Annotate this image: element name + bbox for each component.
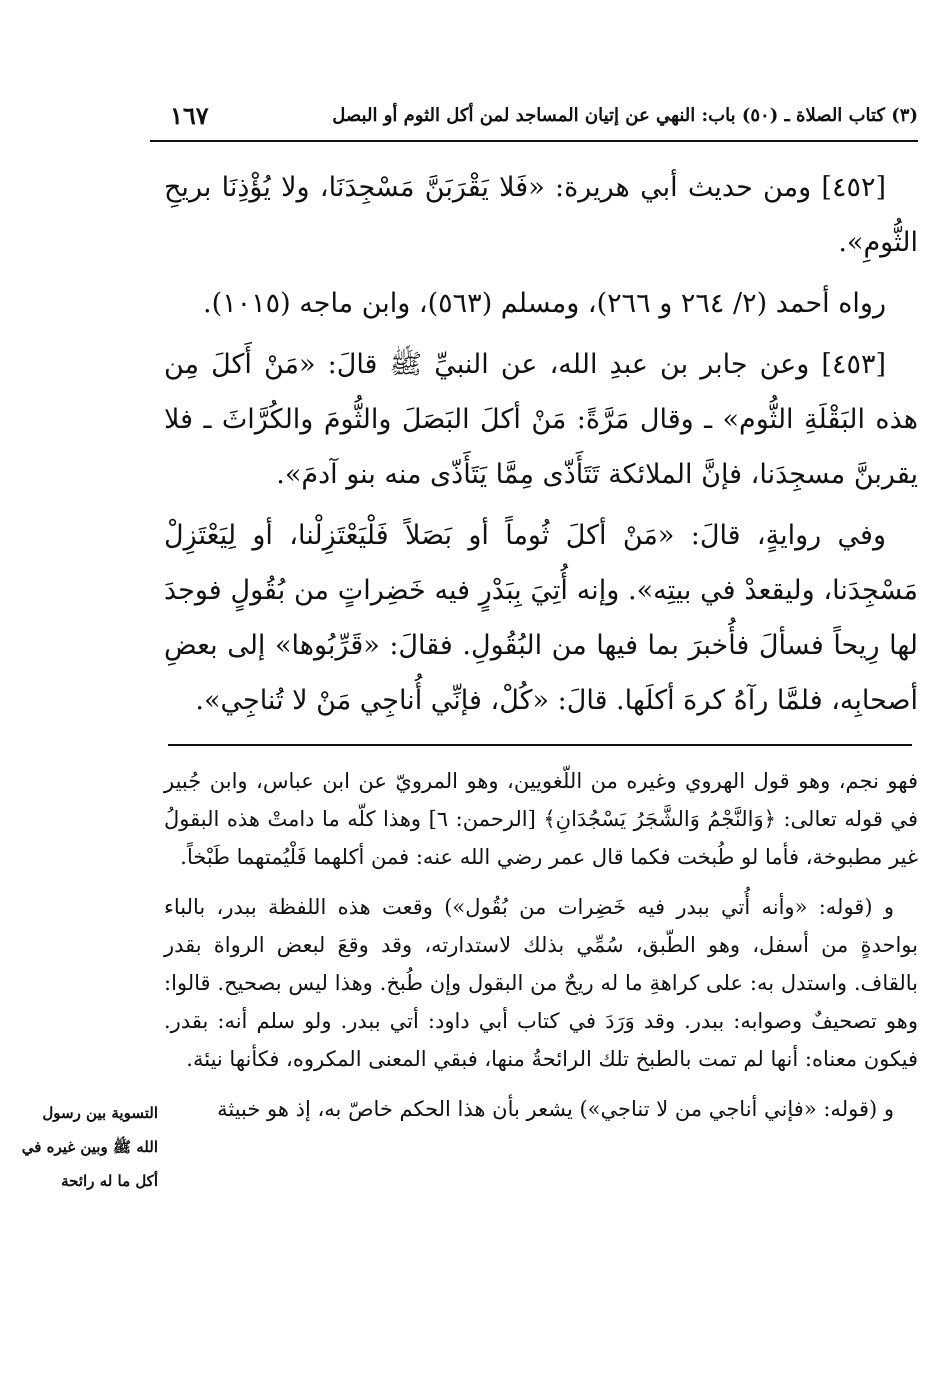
page-number: ١٦٧ bbox=[170, 100, 209, 130]
commentary-paragraph: و (قوله: «فإني أناجي من لا تناجي») يشعر بأن هذا الحكم خاصّ به، إذ هو خبيثة bbox=[217, 1097, 894, 1121]
hadith-453-riwaya: وفي روايةٍ، قالَ: «مَنْ أكلَ ثُوماً أو بَصَلاً فَلْيَعْتَزِلْنا، أو لِيَعْتَزِلْ مَسْجِدَنا، وليقعدْ في بيتِه». وإنه أُتِيَ بِبَدْرٍ فيه خَضِراتٍ من بُقُولٍ فوجدَ لها رِيحاً فسألَ فأُخبرَ بما فيها من البُقُولِ. فقالَ: «قَرِّبُوها» إلى بعضِ أصحابِه، فلمَّا رآهُ كرهَ أكلَها. قالَ: «كُلْ، فإنِّي أُناجِي مَنْ لا تُناجِي». bbox=[164, 520, 918, 716]
header-divider bbox=[150, 140, 918, 142]
margin-note: التسوية بين رسول الله ﷺ وبين غيره في أكل ما له رائحة bbox=[21, 1104, 158, 1190]
hadith-453: [٤٥٣] وعن جابر بن عبدِ الله، عن النبيِّ ﷺ قالَ: «مَنْ أَكلَ مِن هذه البَقْلَةِ الثُّوم» ـ وقال مَرَّةً: مَنْ أكلَ البَصَلَ والثُّومَ والكُرَّاثَ ـ فلا يقربنَّ مسجِدَنا، فإنَّ الملائكة تَتَأَذّى مِمَّا يَتَأَذّى منه بنو آدمَ». bbox=[164, 349, 918, 490]
running-title: (٣) كتاب الصلاة ـ (٥٠) باب: النهي عن إتيان المساجد لمن أكل الثوم أو البصل bbox=[332, 104, 918, 126]
page-header bbox=[150, 96, 918, 134]
commentary-divider bbox=[168, 744, 912, 746]
commentary-text bbox=[164, 762, 918, 1140]
hadith-text bbox=[164, 160, 918, 734]
commentary-paragraph: فهو نجم، وهو قول الهروي وغيره من اللّغويين، وهو المرويّ عن ابن عباس، وابن جُبير في قوله تعالى: ﴿وَالنَّجْمُ وَالشَّجَرُ يَسْجُدَانِ﴾ [الرحمن: ٦] وهذا كلّه ما دامتْ هذه البقولُ غير مطبوخة، فأما لو طُبخت فكما قال عمر رضي الله عنه: فمن أكلهما فَلْيُمتهما طَبْخاً. bbox=[164, 769, 918, 869]
commentary-paragraph: و (قوله: «وأنه أُتي ببدر فيه خَضِرات من بُقُول») وقعت هذه اللفظة ببدر، بالباء بواحدةٍ من أسفل، وهو الطّبق، سُمِّي بذلك لاستدارته، وقد وقعَ لبعض الرواة بقدر بالقاف. واستدل به: على كراهةِ ما له ريحٌ من البقول وإن طُبخ. وهذا ليس بصحيح. قالوا: وهو تصحيفٌ وصوابه: ببدر. وقد وَرَدَ في كتاب أبي داود: أتي ببدر. ولو سلم أنه: بقدر. فيكون معناه: أنها لم تمت بالطبخ تلك الرائحةُ منها، فبقي المعنى المكروه، فكأنها نيئة. bbox=[164, 895, 918, 1071]
hadith-452-sources: رواه أحمد (٢/ ٢٦٤ و ٢٦٦)، ومسلم (٥٦٣)، وابن ماجه (١٠١٥). bbox=[203, 288, 886, 319]
hadith-452: [٤٥٢] ومن حديث أبي هريرة: «فَلا يَقْرَبَنَّ مَسْجِدَنَا، ولا يُؤْذِنَا بريحِ الثُّومِ». bbox=[164, 172, 918, 258]
